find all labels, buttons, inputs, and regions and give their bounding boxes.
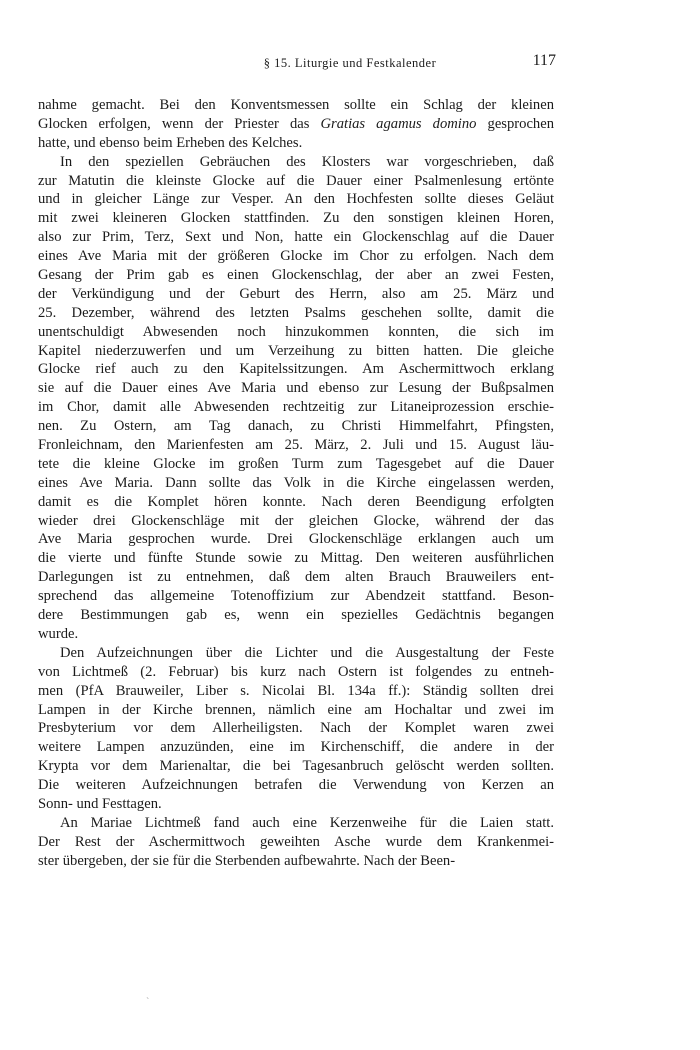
text-segment: gesprochen <box>476 115 554 132</box>
text-line: Sonn- und Festtagen. <box>38 795 162 812</box>
text-line: wieder drei Glockenschläge mit der gleichen Glocke, während der das <box>38 512 554 529</box>
text-line: zur Matutin die kleinste Glocke auf die Dauer einer Psalmenlesung ertönte <box>38 172 554 189</box>
running-head <box>0 50 700 74</box>
text-line: An Mariae Lichtmeß fand auch eine Kerzenweihe für die Laien statt. <box>60 814 554 831</box>
text-segment: Glocken erfolgen, wenn der Priester das <box>38 115 310 132</box>
text-line: Gesang der Prim gab es einen Glockenschlag, der aber an zwei Festen, <box>38 267 554 284</box>
paragraph <box>38 153 554 644</box>
text-line: tete die kleine Glocke im großen Turm zum Tagesgebet auf die Dauer <box>38 455 554 472</box>
text-line: wurde. <box>38 625 79 642</box>
text-line: dere Bestimmungen gab es, wenn ein spezielles Gedächtnis begangen <box>38 607 554 624</box>
text-line <box>38 115 554 134</box>
paragraph <box>38 96 554 153</box>
paragraph <box>38 644 554 814</box>
text-line: Die weiteren Aufzeichnungen betrafen die Verwendung von Kerzen an <box>38 777 554 794</box>
text-line: sprechend das allgemeine Totenoffizium zur Abendzeit stattfand. Beson- <box>38 588 554 605</box>
text-line: ster übergeben, der sie für die Sterbenden aufbewahrte. Nach der Been- <box>38 852 456 869</box>
text-line: Den Aufzeichnungen über die Lichter und die Ausgestaltung der Feste <box>60 644 554 661</box>
text-line: die vierte und fünfte Stunde sowie zu Mittag. Den weiteren ausführlichen <box>38 550 554 567</box>
text-line: men (PfA Brauweiler, Liber s. Nicolai Bl. 134a ff.): Ständig sollten drei <box>38 682 554 699</box>
text-line: im Chor, damit alle Abwesenden rechtzeitig zur Litaneiprozession erschie- <box>38 399 554 416</box>
paragraph-container <box>38 153 554 871</box>
text-line: der Verkündigung und der Geburt des Herrn, also am 25. März und <box>38 285 554 302</box>
italic-phrase: Gratias agamus domino <box>320 115 477 132</box>
text-line: damit es die Komplet hören konnte. Nach deren Beendigung erfolgten <box>38 493 554 510</box>
text-line: Krypta vor dem Marienaltar, die bei Tagesanbruch gelöscht werden sollten. <box>38 758 554 775</box>
stray-ink-mark: ˋ <box>146 997 150 1008</box>
text-line: unentschuldigt Abwesenden noch hinzukommen konnten, die sich im <box>38 323 554 340</box>
text-line: und in gleicher Länge zur Vesper. An den Hochfesten sollte dieses Geläut <box>38 191 554 208</box>
text-line: Fronleichnam, den Marienfesten am 25. März, 2. Juli und 15. August läu- <box>38 437 554 454</box>
text-line: Ave Maria gesprochen wurde. Drei Glockenschläge erklangen auch um <box>38 531 554 548</box>
text-line: Der Rest der Aschermittwoch geweihten Asche wurde dem Krankenmei- <box>38 833 554 850</box>
paragraph <box>38 814 554 871</box>
text-line: Lampen in der Kirche brennen, nämlich eine am Hochaltar und zwei im <box>38 701 554 718</box>
text-line: Glocke rief auch zu den Kapitelssitzungen. Am Aschermittwoch erklang <box>38 361 554 378</box>
page-number: 117 <box>532 52 556 69</box>
text-line: mit zwei kleineren Glocken stattfinden. Zu den sonstigen kleinen Horen, <box>38 210 554 227</box>
text-line: Presbyterium vor dem Allerheiligsten. Nach der Komplet waren zwei <box>38 720 554 737</box>
text-line: von Lichtmeß (2. Februar) bis kurz nach Ostern ist folgendes zu entneh- <box>38 663 554 680</box>
text-line: eines Ave Maria. Dann sollte das Volk in die Kirche eingelassen werden, <box>38 474 554 491</box>
text-line: sie auf die Dauer eines Ave Maria und ebenso zur Lesung der Bußpsalmen <box>38 380 554 397</box>
text-line: nahme gemacht. Bei den Konventsmessen sollte ein Schlag der kleinen <box>38 97 554 113</box>
text-line: In den speziellen Gebräuchen des Klosters war vorgeschrieben, daß <box>60 153 554 170</box>
text-line: eines Ave Maria mit der größeren Glocke im Chor zu erfolgen. Nach dem <box>38 248 554 265</box>
text-line: also zur Prim, Terz, Sext und Non, hatte ein Glockenschlag auf die Dauer <box>38 229 554 246</box>
text-line: 25. Dezember, während des letzten Psalms geschehen sollte, damit die <box>38 304 554 321</box>
text-line: nen. Zu Ostern, am Tag danach, zu Christi Himmelfahrt, Pfingsten, <box>38 418 554 435</box>
text-line: hatte, und ebenso beim Erheben des Kelches. <box>38 134 303 151</box>
running-head-title: § 15. Liturgie und Festkalender <box>263 56 437 70</box>
text-line: Kapitel niederzuwerfen und um Verzeihung zu bitten hatten. Die gleiche <box>38 342 554 359</box>
text-line: weitere Lampen anzuzünden, eine im Kirchenschiff, die andere in der <box>38 739 554 756</box>
text-line: Darlegungen ist zu entnehmen, daß dem alten Brauch Brauweilers ent- <box>38 569 554 586</box>
body-text <box>38 96 554 871</box>
